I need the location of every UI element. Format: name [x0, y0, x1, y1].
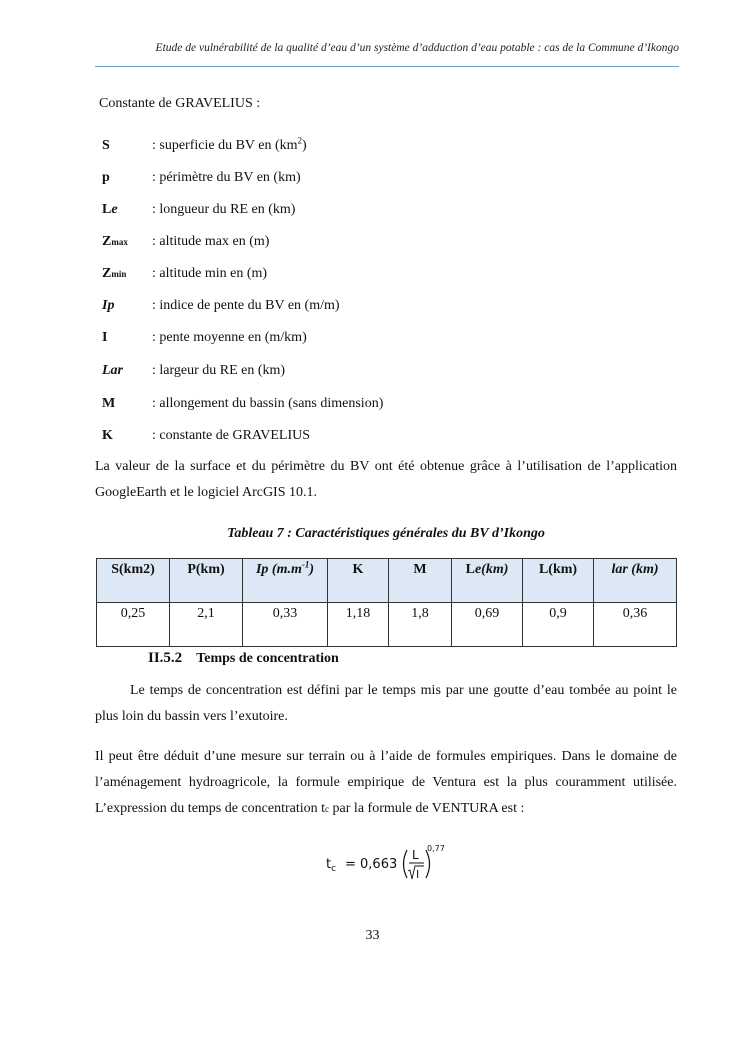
definition-row: [102, 234, 662, 252]
definition-row: [102, 170, 662, 188]
column-header: S(km2): [97, 559, 170, 603]
definition-description: : altitude min en (m): [152, 266, 268, 281]
formula-numerator: L: [412, 848, 419, 862]
definition-description: : indice de pente du BV en (m/m): [152, 298, 340, 313]
characteristics-table: [96, 558, 677, 647]
definition-symbol: Ip: [102, 298, 115, 313]
running-header: Etude de vulnérabilité de la qualité d’eau d’un système d’adduction d’eau potable : cas de la Commune d’Ikongo: [155, 42, 679, 54]
section-title: Temps de concentration: [196, 651, 339, 666]
definition-row: [102, 202, 662, 220]
definition-row: [102, 298, 662, 316]
definition-description: : altitude max en (m): [152, 234, 270, 249]
definition-row: [102, 330, 662, 348]
column-header: Ip $(m.m^{-1})$: [243, 559, 328, 603]
section-heading: [148, 650, 339, 667]
definition-symbol: M: [102, 396, 116, 411]
formula-graphic: [326, 840, 466, 890]
formula-coefficient: = 0,663: [345, 857, 398, 872]
definition-description: : constante de GRAVELIUS: [152, 428, 310, 443]
definition-symbol: S: [102, 138, 110, 153]
definition-symbol: K: [102, 428, 113, 443]
paragraph-definition: Le temps de concentration est défini par le temps mis par une goutte d’eau tombée au point le plus loin du bassin vers l’exutoire.: [95, 683, 677, 724]
definition-symbol: Lar: [102, 363, 123, 378]
definition-description: : pente moyenne en (m/km): [152, 330, 307, 345]
column-header: lar (km): [594, 559, 677, 603]
definition-symbol: p: [102, 170, 110, 185]
definition-row: [102, 135, 662, 156]
ventura-formula: [326, 840, 466, 890]
definition-description: : longueur du RE en (km): [152, 202, 296, 217]
intro-text: Constante de GRAVELIUS :: [99, 96, 261, 111]
right-parenthesis: [426, 850, 430, 878]
column-header: M: [389, 559, 452, 603]
page-number: 33: [365, 928, 380, 943]
table-row: [97, 603, 677, 647]
column-header: L(km): [523, 559, 594, 603]
section-number: II.5.2: [148, 650, 183, 666]
definition-description: : superficie du BV en $(km^2)$: [152, 135, 307, 153]
definition-symbol: I: [102, 330, 108, 345]
paragraph-data-source: La valeur de la surface et du périmètre du BV ont été obtenue grâce à l’utilisation de l’application GoogleEarth et le logiciel ArcGIS 10.1.: [95, 459, 677, 500]
table-cell: 2,1: [170, 603, 243, 647]
table-cell: 0,25: [97, 603, 170, 647]
definition-row: [102, 266, 662, 284]
table-cell: 1,18: [328, 603, 389, 647]
left-parenthesis: [404, 850, 408, 878]
formula-denominator: I: [416, 868, 420, 881]
table-header-row: [97, 559, 677, 603]
table-cell: 0,36: [594, 603, 677, 647]
header-rule: [95, 66, 679, 67]
definition-row: [102, 428, 662, 446]
definition-description: : largeur du RE en (km): [152, 363, 286, 378]
definition-symbol: Zmax: [102, 234, 128, 249]
table-cell: 0,33: [243, 603, 328, 647]
column-header: Le(km): [452, 559, 523, 603]
definition-row: [102, 396, 662, 414]
table-caption: Tableau 7 : Caractéristiques générales du BV d’Ikongo: [227, 526, 545, 541]
definition-symbol: Le: [102, 202, 118, 217]
column-header: K: [328, 559, 389, 603]
column-header: P(km): [170, 559, 243, 603]
formula-exponent: 0,77: [427, 844, 445, 853]
definition-symbol: Zmin: [102, 266, 127, 281]
definition-description: : périmètre du BV en (km): [152, 170, 301, 185]
definition-description: : allongement du bassin (sans dimension): [152, 396, 384, 411]
table-cell: 0,9: [523, 603, 594, 647]
formula-lhs: $t_c$: [326, 857, 337, 874]
definition-row: [102, 363, 662, 381]
table-cell: 1,8: [389, 603, 452, 647]
paragraph-ventura: Il peut être déduit d’une mesure sur terrain ou à l’aide de formules empiriques. Dans le domaine de l’aménagement hydroagricole, la formule empirique de Ventura est la plus couramment utilisée. L’expression du temps de concentration tc par la formule de VENTURA est :: [95, 749, 677, 816]
table-cell: 0,69: [452, 603, 523, 647]
